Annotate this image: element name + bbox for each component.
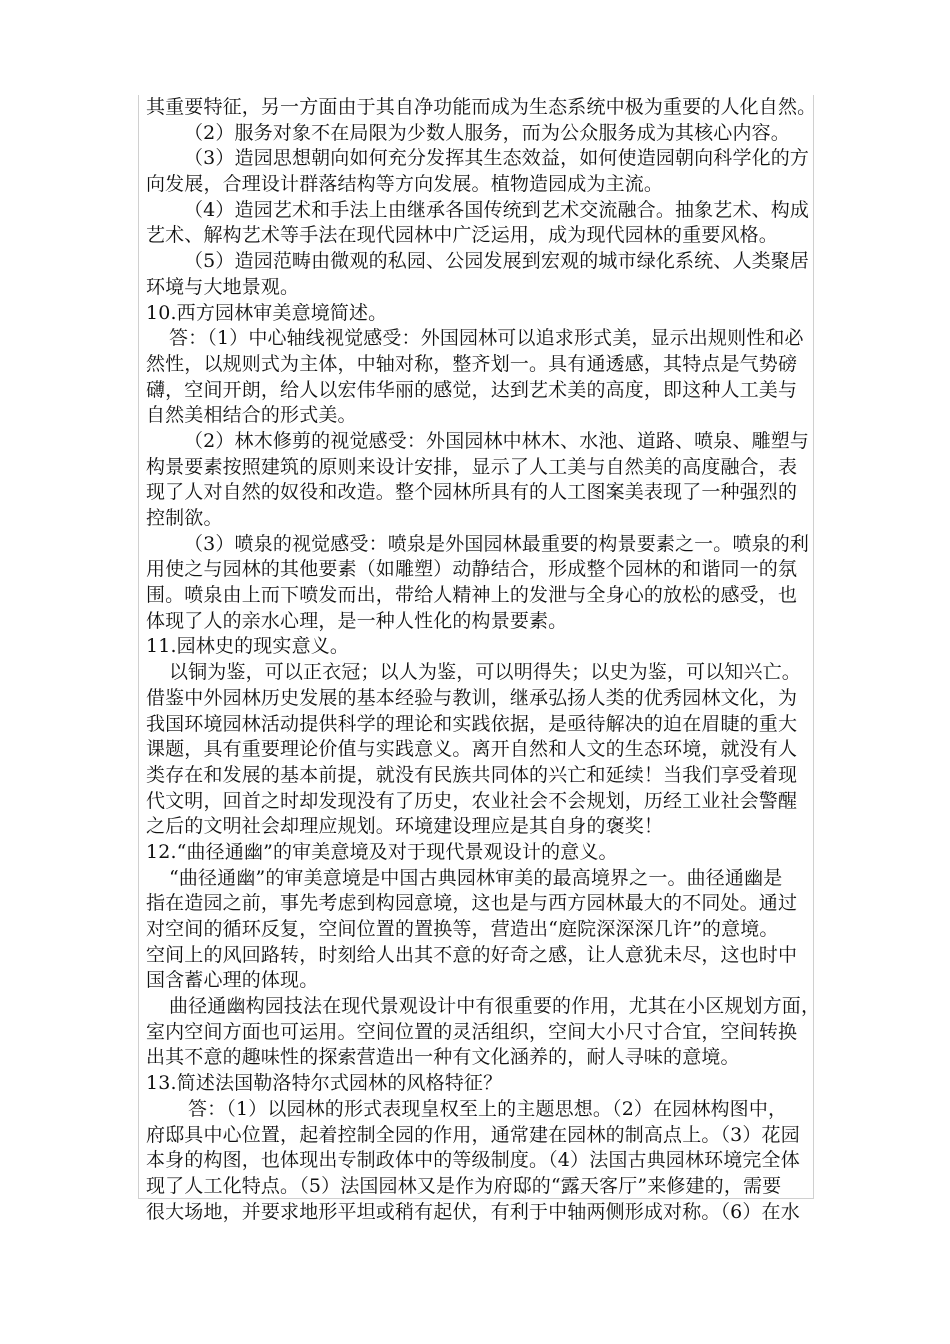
text-line: 我国环境园林活动提供科学的理论和实践依据，是亟待解决的迫在眉睫的重大 bbox=[146, 712, 798, 735]
text-line: 本身的构图，也体现出专制政体中的等级制度。（4）法国古典园林环境完全体 bbox=[146, 1149, 800, 1172]
text-line: （2）林木修剪的视觉感受：外国园林中林木、水池、道路、喷泉、雕塑与 bbox=[184, 429, 810, 452]
document-page bbox=[138, 95, 821, 1223]
text-line: （4）造园艺术和手法上由继承各国传统到艺术交流融合。抽象艺术、构成 bbox=[184, 198, 810, 221]
text-line: 用使之与园林的其他要素（如雕塑）动静结合，形成整个园林的和谐同一的氛 bbox=[146, 558, 798, 581]
text-line: 课题，具有重要理论价值与实践意义。离开自然和人文的生态环境，就没有人 bbox=[146, 738, 798, 761]
text-line: （5）造园范畴由微观的私园、公园发展到宏观的城市绿化系统、人类聚居 bbox=[184, 250, 810, 273]
text-line: 艺术、解构艺术等手法在现代园林中广泛运用，成为现代园林的重要风格。 bbox=[146, 224, 778, 247]
text-line: 自然美相结合的形式美。 bbox=[146, 404, 357, 427]
text-line: 府邸具中心位置，起着控制全园的作用，通常建在园林的制高点上。（3）花园 bbox=[146, 1123, 800, 1146]
text-line: （3）喷泉的视觉感受：喷泉是外国园林最重要的构景要素之一。喷泉的利 bbox=[184, 532, 810, 555]
text-line: 12.“曲径通幽”的审美意境及对于现代景观设计的意义。 bbox=[146, 840, 618, 863]
text-line: 11.园林史的现实意义。 bbox=[146, 635, 350, 658]
text-line: 空间上的风回路转，时刻给人出其不意的好奇之感，让人意犹未尽，这也时中 bbox=[146, 943, 798, 966]
text-line: 之后的文明社会却理应规划。环境建设理应是其自身的褒奖！ bbox=[146, 815, 664, 838]
text-line: 代文明，回首之时却发现没有了历史，农业社会不会规划，历经工业社会警醒 bbox=[146, 789, 798, 812]
text-line: 国含蓄心理的体现。 bbox=[146, 969, 319, 992]
text-line: 答：（1）以园林的形式表现皇权至上的主题思想。（2）在园林构图中， bbox=[188, 1097, 788, 1120]
text-line: 现了人工化特点。（5）法国园林又是作为府邸的“露天客厅”来修建的，需要 bbox=[146, 1174, 782, 1197]
text-line: （3）造园思想朝向如何充分发挥其生态效益，如何使造园朝向科学化的方 bbox=[184, 147, 810, 170]
text-line: 构景要素按照建筑的原则来设计安排，显示了人工美与自然美的高度融合，表 bbox=[146, 455, 798, 478]
text-line: 类存在和发展的基本前提，就没有民族共同体的兴亡和延续！当我们享受着现 bbox=[146, 763, 798, 786]
text-line: 指在造园之前，事先考虑到构园意境，这也是与西方园林最大的不同处。通过 bbox=[146, 892, 798, 915]
text-line: 出其不意的趣味性的探索营造出一种有文化涵养的，耐人寻味的意境。 bbox=[146, 1046, 740, 1069]
text-line: 其重要特征，另一方面由于其自净功能而成为生态系统中极为重要的人化自然。 bbox=[146, 96, 817, 118]
text-line: 曲径通幽构园技法在现代景观设计中有很重要的作用，尤其在小区规划方面， bbox=[169, 995, 821, 1018]
text-line: 礴，空间开朗，给人以宏伟华丽的感觉，达到艺术美的高度，即这种人工美与 bbox=[146, 378, 798, 401]
text-line: 向发展，合理设计群落结构等方向发展。植物造园成为主流。 bbox=[146, 173, 664, 196]
text-line: 围。喷泉由上而下喷发而出，带给人精神上的发泄与全身心的放松的感受，也 bbox=[146, 584, 798, 607]
text-line: “曲径通幽”的审美意境是中国古典园林审美的最高境界之一。曲径通幽是 bbox=[169, 866, 783, 889]
text-line: 体现了人的亲水心理，是一种人性化的构景要素。 bbox=[146, 609, 568, 632]
text-line: 以铜为鉴，可以正衣冠；以人为鉴，可以明得失；以史为鉴，可以知兴亡。 bbox=[169, 661, 801, 684]
text-line: 现了人对自然的奴役和改造。整个园林所具有的人工图案美表现了一种强烈的 bbox=[146, 481, 798, 504]
text-line: 室内空间方面也可运用。空间位置的灵活组织，空间大小尺寸合宜，空间转换 bbox=[146, 1020, 798, 1043]
text-line: 环境与大地景观。 bbox=[146, 275, 300, 298]
text-line: 借鉴中外园林历史发展的基本经验与教训，继承弘扬人类的优秀园林文化，为 bbox=[146, 686, 798, 709]
text-line: 然性，以规则式为主体，中轴对称，整齐划一。具有通透感，其特点是气势磅 bbox=[146, 352, 798, 375]
text-line: 很大场地，并要求地形平坦或稍有起伏，有利于中轴两侧形成对称。（6）在水 bbox=[146, 1200, 800, 1223]
text-line: （2）服务对象不在局限为少数人服务，而为公众服务成为其核心内容。 bbox=[184, 121, 790, 144]
text-line: 10.西方园林审美意境简述。 bbox=[146, 301, 388, 324]
text-line: 答：（1）中心轴线视觉感受：外国园林可以追求形式美，显示出规则性和必 bbox=[169, 327, 804, 350]
text-line: 控制欲。 bbox=[146, 507, 223, 529]
text-line: 对空间的循环反复，空间位置的置换等，营造出“庭院深深深几许”的意境。 bbox=[146, 918, 779, 940]
text-line: 13.简述法国勒洛特尔式园林的风格特征？ bbox=[146, 1072, 503, 1095]
